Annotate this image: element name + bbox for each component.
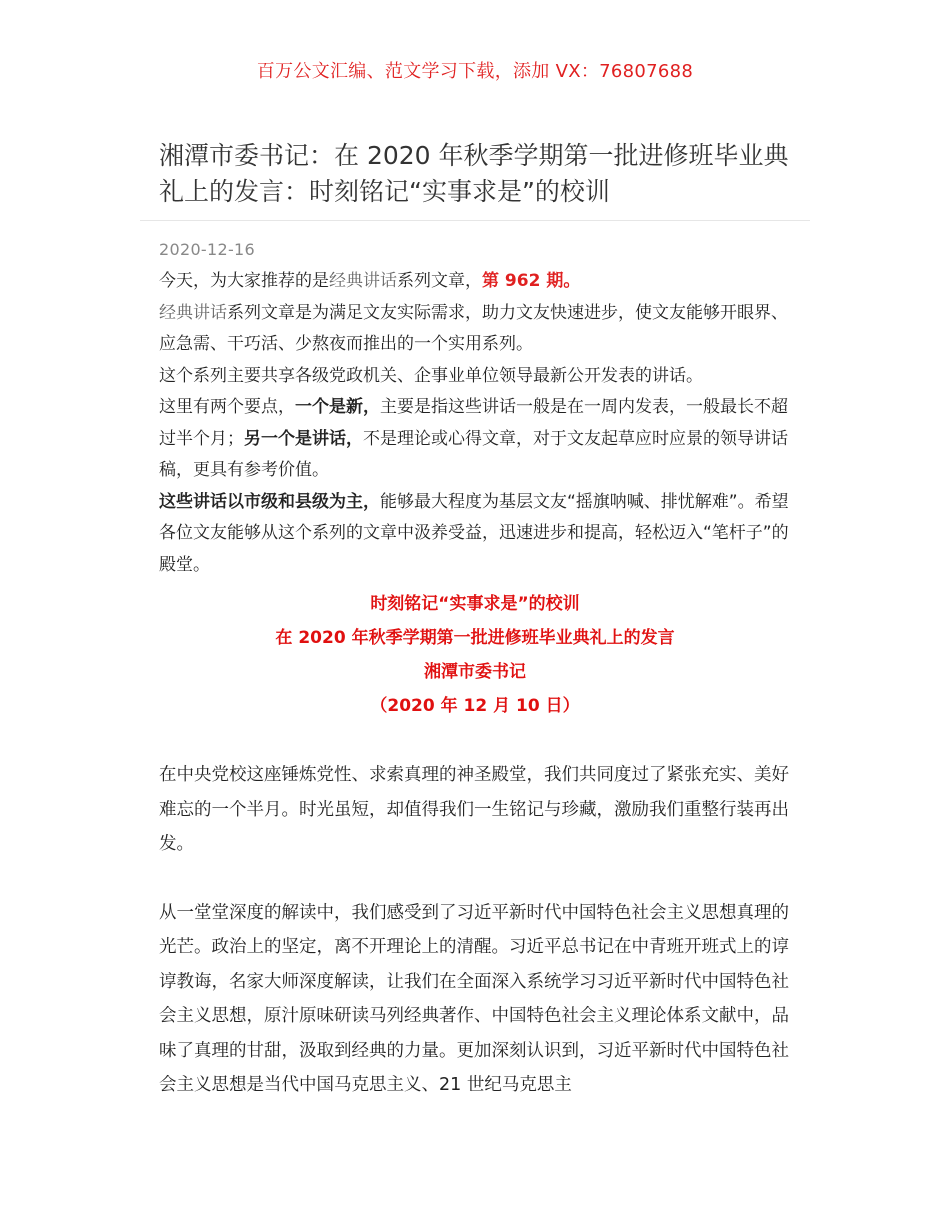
intro-text: 主要是指这些讲话一般是在一周内发表，一般最长不超过半个月； bbox=[159, 397, 788, 449]
article-date: 2020-12-16 bbox=[159, 240, 255, 259]
intro-paragraph-5 bbox=[159, 487, 795, 582]
speech-date: （2020 年 12 月 10 日） bbox=[370, 696, 580, 716]
intro-paragraph-3: 这个系列主要共享各级党政机关、企事业单位领导最新公开发表的讲话。 bbox=[159, 365, 703, 386]
intro-text: 能够最大程度为基层文友“摇旗呐喊、排忧解难”。希望各位文友能够从这个系列的文章中汲养受益，迅速进步和提高，轻松迈入“笔杆子”的殿堂。 bbox=[159, 491, 789, 575]
watermark-banner: 百万公文汇编、范文学习下载，添加 VX：76807688 bbox=[256, 61, 694, 82]
body-paragraph-2: 从一堂堂深度的解读中，我们感受到了习近平新时代中国特色社会主义思想真理的光芒。政治上的坚定，离不开理论上的清醒。习近平总书记在中青班开班式上的谆谆教诲，名家大师深度解读，让我们在全面深入系统学习习近平新时代中国特色社会主义思想，原汁原味研读马列经典著作、中国特色社会主义理论体系文献中，品味了真理的甘甜，汲取到经典的力量。更加深刻认识到，习近平新时代中国特色社会主义思想是当代中国马克思主义、21 世纪马克思主 bbox=[159, 902, 789, 1095]
body-paragraph-1: 在中央党校这座锤炼党性、求索真理的神圣殿堂，我们共同度过了紧张充实、美好难忘的一个半月。时光虽短，却值得我们一生铭记与珍藏，激励我们重整行装再出发。 bbox=[159, 765, 789, 854]
emphasis-text: 一个是新， bbox=[295, 397, 380, 417]
intro-text: 系列文章， bbox=[397, 271, 482, 291]
intro-paragraph-1 bbox=[159, 266, 795, 298]
issue-number: 第 962 期。 bbox=[482, 271, 581, 291]
speaker: 湘潭市委书记 bbox=[424, 662, 526, 682]
intro-section bbox=[159, 266, 795, 581]
speech-header bbox=[0, 587, 950, 723]
article-title: 湘潭市委书记：在 2020 年秋季学期第一批进修班毕业典礼上的发言：时刻铭记“实事求是”的校训 bbox=[159, 141, 789, 206]
intro-text: 系列文章是为满足文友实际需求，助力文友快速进步，使文友能够开眼界、应急需、干巧活、少熬夜而推出的一个实用系列。 bbox=[159, 302, 788, 354]
title-divider bbox=[140, 220, 810, 221]
series-name: 经典讲话 bbox=[329, 271, 397, 291]
intro-text: 这里有两个要点， bbox=[159, 397, 295, 417]
speech-body bbox=[159, 758, 795, 1137]
intro-text: 不是理论或心得文章，对于文友起草应时应景的领导讲话稿，更具有参考价值。 bbox=[159, 428, 788, 480]
emphasis-text: 另一个是讲话， bbox=[244, 428, 363, 449]
intro-paragraph-4 bbox=[159, 392, 795, 487]
intro-paragraph-2 bbox=[159, 298, 795, 361]
emphasis-text: 这些讲话以市级和县级为主， bbox=[159, 491, 380, 512]
series-name: 经典讲话 bbox=[159, 302, 227, 323]
speech-occasion: 在 2020 年秋季学期第一批进修班毕业典礼上的发言 bbox=[275, 628, 675, 648]
speech-title: 时刻铭记“实事求是”的校训 bbox=[370, 594, 580, 614]
intro-text: 今天，为大家推荐的是 bbox=[159, 271, 329, 291]
